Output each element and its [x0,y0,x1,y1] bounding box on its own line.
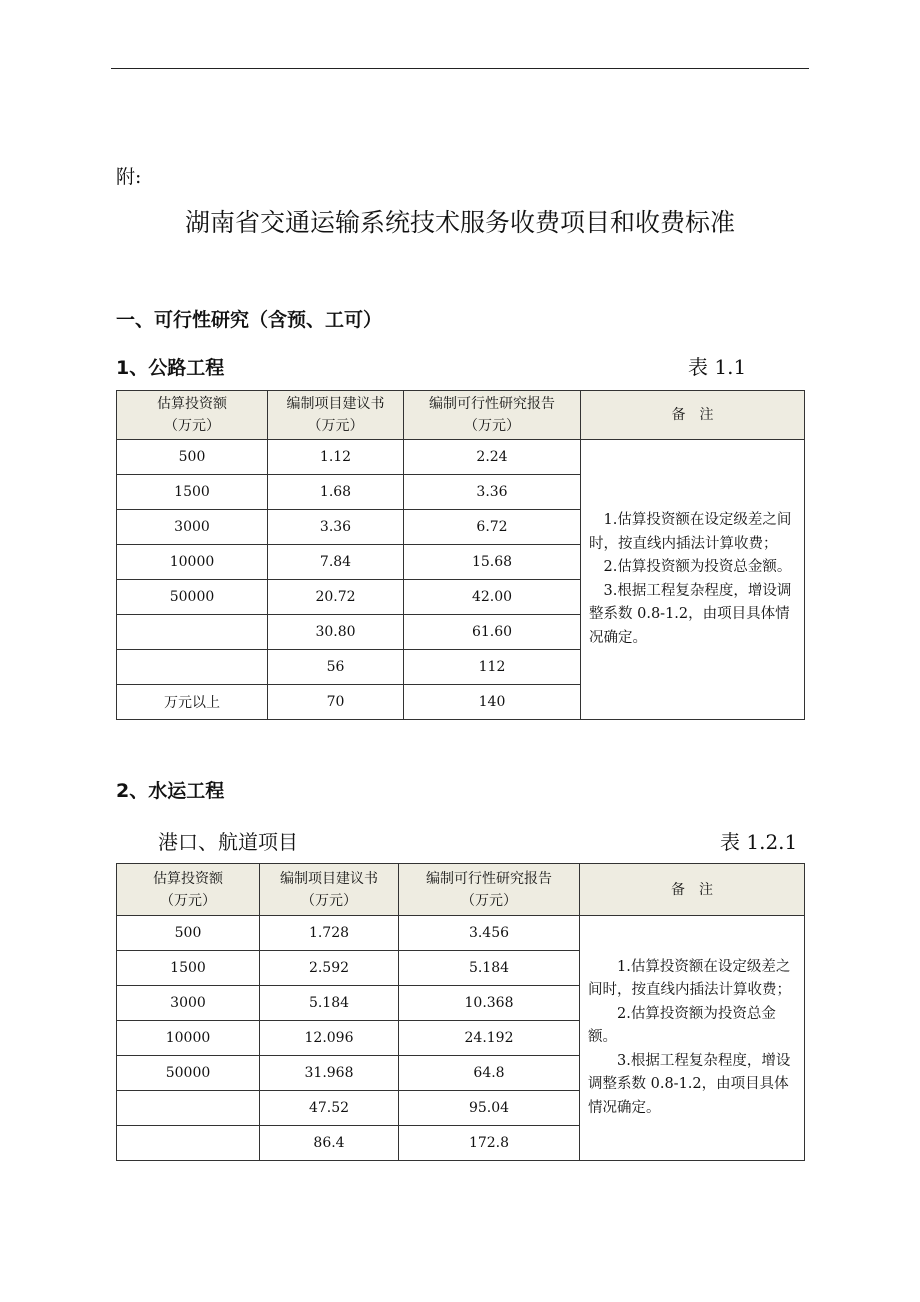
cell-report-fee: 140 [404,685,581,720]
cell-investment: 500 [117,916,260,951]
waterway-fee-table [116,863,805,1161]
cell-investment: 万元以上 [117,685,268,720]
cell-proposal-fee: 2.592 [260,951,399,986]
cell-proposal-fee: 12.096 [260,1021,399,1056]
subsection-heading-highway: 1、公路工程 [116,357,225,379]
cell-proposal-fee: 30.80 [268,615,404,650]
remark-note: 1.估算投资额在设定级差之间时，按直线内插法计算收费； [589,512,792,552]
cell-report-fee: 61.60 [404,615,581,650]
cell-report-fee: 112 [404,650,581,685]
header-rule [111,68,809,69]
cell-proposal-fee: 56 [268,650,404,685]
header-remarks: 备 注 [581,391,805,440]
remark-note: 3.根据工程复杂程度，增设调整系数 0.8-1.2，由项目具体情况确定。 [589,582,792,646]
table-number-1-1: 表 1.1 [688,355,747,379]
header-proposal: 编制项目建议书 （万元） [260,864,399,916]
header-feasibility-report: 编制可行性研究报告 （万元） [399,864,580,916]
document-title: 湖南省交通运输系统技术服务收费项目和收费标准 [184,208,735,237]
cell-report-fee: 2.24 [404,440,581,475]
cell-proposal-fee: 1.12 [268,440,404,475]
cell-investment [117,650,268,685]
port-channel-subtitle: 港口、航道项目 [158,830,298,854]
cell-report-fee: 42.00 [404,580,581,615]
cell-investment: 50000 [117,580,268,615]
cell-proposal-fee: 3.36 [268,510,404,545]
cell-report-fee: 3.456 [399,916,580,951]
header-investment: 估算投资额 （万元） [117,391,268,440]
table-row [117,916,805,951]
cell-investment: 3000 [117,986,260,1021]
table-header-row [117,864,805,916]
cell-proposal-fee: 1.728 [260,916,399,951]
cell-investment: 50000 [117,1056,260,1091]
header-investment: 估算投资额 （万元） [117,864,260,916]
remark-note: 1.估算投资额在设定级差之间时，按直线内插法计算收费； [588,958,791,999]
cell-investment: 10000 [117,545,268,580]
remarks-cell [580,916,805,1161]
subsection-heading-waterway: 2、水运工程 [116,780,225,802]
cell-proposal-fee: 47.52 [260,1091,399,1126]
cell-investment: 1500 [117,475,268,510]
table-header-row [117,391,805,440]
remark-note: 3.根据工程复杂程度，增设调整系数 0.8-1.2，由项目具体情况确定。 [588,1052,791,1116]
header-feasibility-report: 编制可行性研究报告 （万元） [404,391,581,440]
cell-report-fee: 5.184 [399,951,580,986]
cell-report-fee: 172.8 [399,1126,580,1161]
cell-investment [117,1091,260,1126]
remark-note: 2.估算投资额为投资总金额。 [589,559,792,575]
cell-report-fee: 95.04 [399,1091,580,1126]
cell-proposal-fee: 1.68 [268,475,404,510]
cell-proposal-fee: 86.4 [260,1126,399,1161]
cell-investment: 10000 [117,1021,260,1056]
cell-proposal-fee: 70 [268,685,404,720]
cell-report-fee: 6.72 [404,510,581,545]
cell-proposal-fee: 5.184 [260,986,399,1021]
cell-report-fee: 10.368 [399,986,580,1021]
highway-fee-table [116,390,805,720]
cell-investment [117,615,268,650]
section-heading-feasibility: 一、可行性研究（含预、工可） [116,309,383,331]
cell-report-fee: 3.36 [404,475,581,510]
cell-investment: 1500 [117,951,260,986]
remark-note: 2.估算投资额为投资总金额。 [588,1005,776,1046]
cell-report-fee: 24.192 [399,1021,580,1056]
cell-proposal-fee: 31.968 [260,1056,399,1091]
table-row [117,440,805,475]
cell-report-fee: 15.68 [404,545,581,580]
cell-proposal-fee: 7.84 [268,545,404,580]
attachment-label: 附: [116,166,142,188]
cell-report-fee: 64.8 [399,1056,580,1091]
table-number-1-2-1: 表 1.2.1 [720,830,798,854]
cell-proposal-fee: 20.72 [268,580,404,615]
cell-investment [117,1126,260,1161]
header-remarks: 备 注 [580,864,805,916]
header-proposal: 编制项目建议书 （万元） [268,391,404,440]
cell-investment: 500 [117,440,268,475]
remarks-cell [581,440,805,720]
cell-investment: 3000 [117,510,268,545]
